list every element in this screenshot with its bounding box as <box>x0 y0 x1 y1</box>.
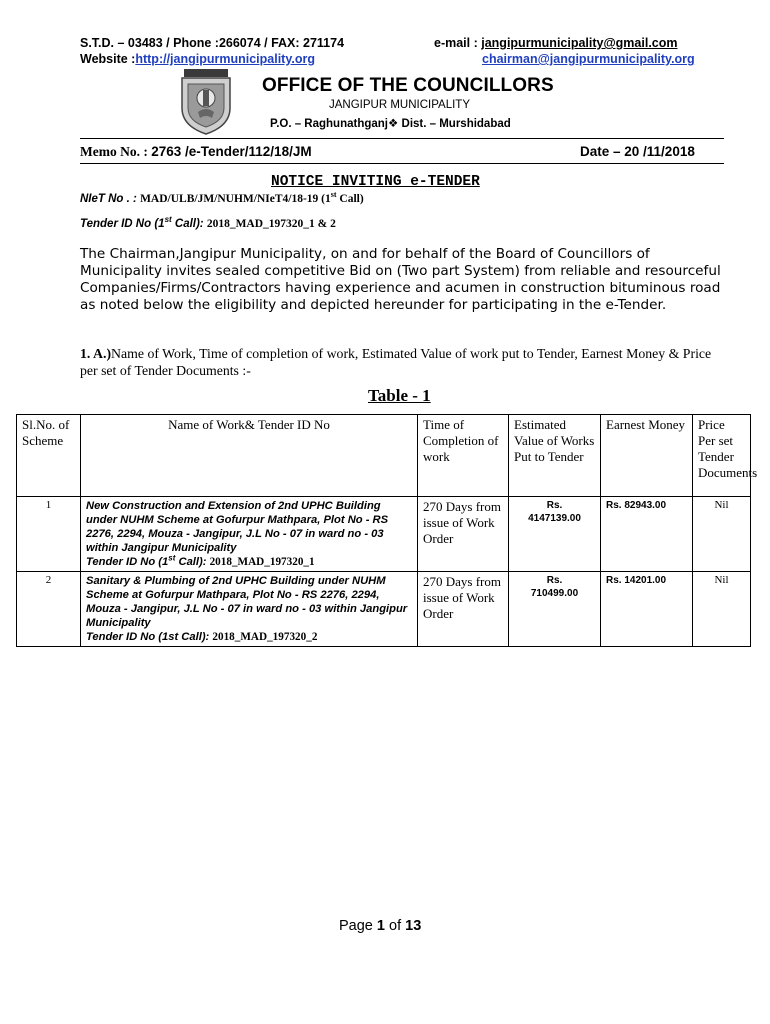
email-label: e-mail : <box>434 36 482 50</box>
row-1-work <box>81 497 418 572</box>
email-line <box>434 36 678 50</box>
table-row <box>17 572 751 647</box>
row-1-est-currency: Rs. <box>546 500 563 511</box>
row-2-estimated <box>509 572 601 647</box>
row-1-work-name: New Construction and Extension of 2nd UPHC Building under NUHM Scheme at Gofurpur Mathpara, Plot No - RS 2276, 2294, Mouza - Jangipur, J.L No - 07 in ward no - 03 within Jangipur Municipality <box>86 500 389 554</box>
row-1-tender-id: 2018_MAD_197320_1 <box>209 556 315 568</box>
page-total: 13 <box>405 918 422 934</box>
row-1-sl: 1 <box>17 497 81 572</box>
tender-table <box>16 414 758 647</box>
website-label: Website : <box>80 52 136 66</box>
row-1-earnest: Rs. 82943.00 <box>601 497 693 572</box>
table-title: Table - 1 <box>368 386 431 405</box>
header-sl: Sl.No. of Scheme <box>17 415 81 497</box>
row-2-tender-label: Tender ID No (1st Call): <box>86 631 213 643</box>
row-2-earnest: Rs. 14201.00 <box>601 572 693 647</box>
tender-id-value: 2018_MAD_197320_1 & 2 <box>206 218 336 230</box>
row-2-work-name: Sanitary & Plumbing of 2nd UPHC Building under NUHM Scheme at Gofurpur Mathpara, Plot No - RS 2276, 2294, Mouza - Jangipur, J.L No - 07 in ward no - 03 within Jangipur Municipality <box>86 575 408 629</box>
website-link[interactable]: http://jangipurmunicipality.org <box>135 52 315 66</box>
row-2-price: Nil <box>693 572 751 647</box>
niet-tail: Call) <box>336 193 364 205</box>
row-1-tender-sup: st <box>168 553 176 563</box>
municipality-name: JANGIPUR MUNICIPALITY <box>329 99 470 111</box>
row-1-tender-label-tail: Call): <box>175 556 210 568</box>
row-1-est-value: 4147139.00 <box>528 513 581 524</box>
row-2-est-value: 710499.00 <box>530 588 579 599</box>
section-text: Name of Work, Time of completion of work, Estimated Value of work put to Tender, Earnest Money & Price per set of Tender Documents :- <box>80 346 712 378</box>
email-link[interactable]: jangipurmunicipality@gmail.com <box>481 36 678 50</box>
po-text: P.O. – Raghunathganj <box>270 118 388 130</box>
notice-title: NOTICE INVITING e-TENDER <box>271 174 480 190</box>
district-text: Dist. – Murshidabad <box>398 118 511 130</box>
std-phone-fax: S.T.D. – 03483 / Phone :266074 / FAX: 271174 <box>80 36 345 50</box>
office-title: OFFICE OF THE COUNCILLORS <box>262 75 554 96</box>
niet-line <box>80 190 364 205</box>
tender-id-sup: st <box>164 215 172 225</box>
section-number: 1. A.) <box>80 346 112 361</box>
tender-id-label: Tender ID No (1 <box>80 218 165 230</box>
page-of-label: of <box>384 918 406 934</box>
table-header-row <box>17 415 751 497</box>
header-earnest: Earnest Money <box>601 415 693 497</box>
po-district-line <box>270 116 511 130</box>
memo-divider <box>80 163 724 164</box>
row-2-time: 270 Days from issue of Work Order <box>418 572 509 647</box>
website-line <box>80 52 315 66</box>
diamond-bullet-icon: ❖ <box>388 116 399 130</box>
page-current: 1 <box>376 918 385 934</box>
row-1-time: 270 Days from issue of Work Order <box>418 497 509 572</box>
row-1-tender-label: Tender ID No (1 <box>86 556 169 568</box>
row-1-price: Nil <box>693 497 751 572</box>
memo-number: 2763 /e-Tender/112/18/JM <box>151 144 312 159</box>
header-work: Name of Work& Tender ID No <box>81 415 418 497</box>
header-price: Price Per set Tender Documents <box>693 415 751 497</box>
table-row <box>17 497 751 572</box>
row-2-est-currency: Rs. <box>546 575 563 586</box>
row-2-tender-id: 2018_MAD_197320_2 <box>212 631 318 643</box>
row-2-sl: 2 <box>17 572 81 647</box>
header-divider <box>80 138 724 139</box>
page-number <box>339 918 421 934</box>
memo-label: Memo No. : <box>80 144 152 159</box>
chairman-email-link[interactable]: chairman@jangipurmunicipality.org <box>482 52 695 66</box>
header-estimated: Estimated Value of Works Put to Tender <box>509 415 601 497</box>
page-label: Page <box>339 918 377 934</box>
row-2-work <box>81 572 418 647</box>
notice-body: The Chairman,Jangipur Municipality, on and for behalf of the Board of Councillors of Municipality invites sealed competitive Bid on (Two part System) from reliable and resourceful Companies/Firms/Contractors having experience and acumen in construction bituminous road as noted below the eligibility and depicted hereunder for participating in the e-Tender. <box>80 246 721 313</box>
section-1a <box>80 345 732 379</box>
tender-id-label-tail: Call): <box>171 218 207 230</box>
municipality-emblem-icon <box>176 68 236 136</box>
tender-id-line <box>80 215 336 230</box>
header-time: Time of Completion of work <box>418 415 509 497</box>
niet-label: NIeT No . : <box>80 193 141 205</box>
niet-sup: st <box>330 190 337 200</box>
niet-value: MAD/ULB/JM/NUHM/NIeT4/18-19 (1 <box>140 193 331 205</box>
memo-date: Date – 20 /11/2018 <box>580 144 695 159</box>
memo-line <box>80 144 312 160</box>
row-1-estimated <box>509 497 601 572</box>
